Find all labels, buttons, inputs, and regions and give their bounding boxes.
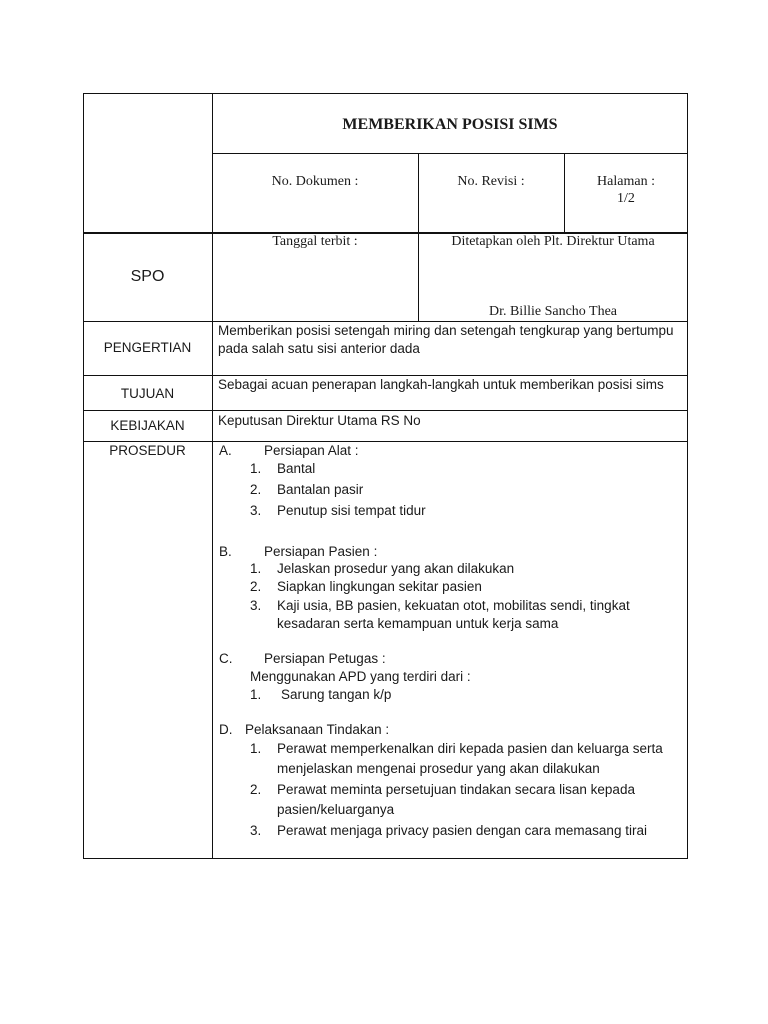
list-number: 2. (250, 579, 262, 594)
list-number: 3. (250, 503, 262, 518)
no-dokumen-label: No. Dokumen : (271, 174, 359, 189)
spo-label: SPO (130, 268, 165, 285)
list-item-continuation: pasien/keluarganya (277, 802, 395, 817)
pengertian-label: PENGERTIAN (103, 340, 192, 355)
tujuan-label: TUJUAN (120, 386, 175, 401)
section-d-title: Pelaksanaan Tindakan : (245, 722, 390, 737)
pengertian-text-line1: Memberikan posisi setengah miring dan setengah tengkurap yang bertumpu (218, 323, 674, 338)
section-b-title: Persiapan Pasien : (264, 544, 378, 559)
section-c-letter: C. (219, 651, 233, 666)
list-number: 3. (250, 598, 262, 613)
row-divider-title (212, 153, 688, 154)
list-item: Siapkan lingkungan sekitar pasien (277, 579, 482, 594)
section-a-title: Persiapan Alat : (264, 443, 359, 458)
row-divider-kebijakan (83, 410, 688, 411)
section-c-intro: Menggunakan APD yang terdiri dari : (250, 669, 471, 684)
document-title: MEMBERIKAN POSISI SIMS (342, 116, 558, 133)
list-item-continuation: kesadaran serta kemampuan untuk kerja sama (277, 616, 559, 631)
kebijakan-label: KEBIJAKAN (110, 418, 185, 433)
tujuan-text: Sebagai acuan penerapan langkah-langkah untuk memberikan posisi sims (218, 377, 664, 392)
column-divider-main (212, 93, 213, 859)
list-item: Sarung tangan k/p (281, 687, 392, 702)
halaman-label: Halaman : (597, 174, 655, 189)
section-b-letter: B. (219, 544, 232, 559)
list-number: 3. (250, 823, 262, 838)
list-number: 1. (250, 561, 262, 576)
list-item-continuation: menjelaskan mengenai prosedur yang akan dilakukan (277, 761, 600, 776)
halaman-value: 1/2 (617, 191, 635, 206)
section-d-letter: D. (219, 722, 233, 737)
list-item: Bantalan pasir (277, 482, 364, 497)
list-item: Perawat meminta persetujuan tindakan secara lisan kepada (277, 782, 635, 797)
pengertian-text-line2: pada salah satu sisi anterior dada (218, 341, 420, 356)
no-revisi-label: No. Revisi : (457, 174, 525, 189)
ditetapkan-label: Ditetapkan oleh Plt. Direktur Utama (451, 234, 655, 249)
list-item: Bantal (277, 461, 316, 476)
list-number: 2. (250, 782, 262, 797)
prosedur-label: PROSEDUR (109, 443, 186, 458)
kebijakan-text: Keputusan Direktur Utama RS No (218, 413, 421, 428)
list-number: 1. (250, 461, 262, 476)
list-item: Jelaskan prosedur yang akan dilakukan (277, 561, 515, 576)
signer-name: Dr. Billie Sancho Thea (488, 304, 618, 319)
list-number: 1. (250, 687, 262, 702)
tanggal-terbit-label: Tanggal terbit : (272, 234, 358, 249)
list-number: 2. (250, 482, 262, 497)
list-item: Perawat menjaga privacy pasien dengan cara memasang tirai (277, 823, 647, 838)
list-item: Perawat memperkenalkan diri kepada pasien dan keluarga serta (277, 741, 663, 756)
section-c-title: Persiapan Petugas : (264, 651, 386, 666)
list-item: Kaji usia, BB pasien, kekuatan otot, mobilitas sendi, tingkat (277, 598, 630, 613)
list-item: Penutup sisi tempat tidur (277, 503, 426, 518)
section-a-letter: A. (219, 443, 232, 458)
list-number: 1. (250, 741, 262, 756)
